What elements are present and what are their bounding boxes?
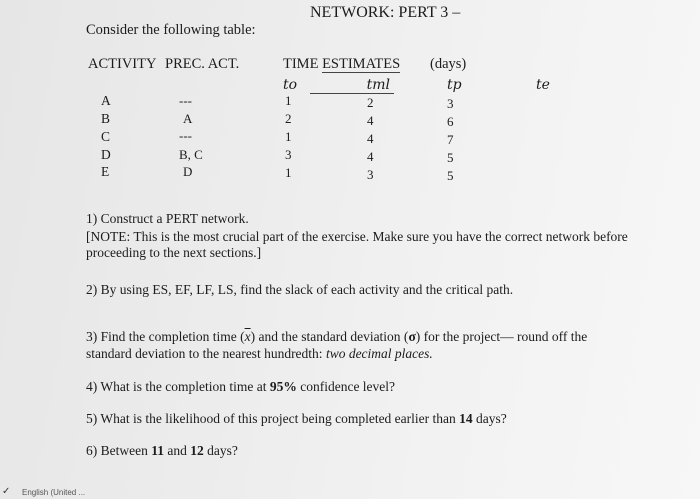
question-1: 1) Construct a PERT network. (86, 211, 249, 226)
q4-text-a: 4) What is the completion time at (86, 379, 270, 394)
row-d-tp: 5 (447, 150, 454, 165)
question-5 (86, 410, 507, 427)
row-a-tml: 2 (367, 95, 374, 110)
q5-text-a: 5) What is the likelihood of this project being completed earlier than (86, 411, 460, 426)
row-b-activity: B (101, 111, 111, 126)
question-1-note-line1: [NOTE: This is the most crucial part of the exercise. Make sure you have the correct network before (86, 229, 628, 244)
q6-text-mid: and (164, 443, 191, 458)
question-6 (86, 442, 238, 459)
row-e-tml: 3 (367, 167, 374, 182)
header-tml: tml (310, 77, 394, 94)
row-c-to: 1 (285, 129, 292, 144)
q3-text-c: ) for the project— round off the (415, 329, 588, 344)
row-c-prec: --- (179, 128, 192, 143)
row-a-prec: --- (179, 93, 192, 108)
q6-bold-1: 11 (151, 443, 164, 458)
row-e-activity: E (101, 164, 110, 179)
q3-x-bar: $\overline{x}$ (244, 329, 251, 344)
header-activity: ACTIVITY (88, 56, 157, 72)
header-to: to (283, 77, 298, 93)
header-estimates: ESTIMATES (322, 56, 401, 72)
question-3-line1 (86, 328, 587, 345)
header-time: TIME (283, 56, 319, 72)
header-time-estimates (283, 56, 400, 73)
q3-text-b: ) and the standard deviation ( (250, 329, 409, 344)
row-c-tp: 7 (447, 132, 454, 147)
question-4 (86, 378, 395, 395)
header-prec-act: PREC. ACT. (165, 56, 240, 72)
q6-text-b: days? (203, 443, 238, 458)
q6-bold-2: 12 (190, 443, 204, 458)
q3-line2-text: standard deviation to the nearest hundredth: (86, 346, 326, 361)
q4-bold: 95% (269, 379, 297, 394)
row-e-tp: 5 (447, 168, 454, 183)
page-title: NETWORK: PERT 3 – (310, 4, 461, 21)
question-2: 2) By using ES, EF, LF, LS, find the slack of each activity and the critical path. (86, 282, 514, 297)
row-b-tp: 6 (447, 114, 454, 129)
row-b-prec: A (183, 111, 193, 126)
row-e-to: 1 (285, 165, 292, 180)
q3-text-a: 3) Find the completion time ( (86, 329, 245, 344)
status-bar-language[interactable]: English (United ... (22, 488, 86, 497)
row-e-prec: D (183, 164, 193, 179)
row-a-to: 1 (285, 93, 292, 108)
row-d-prec: B, C (179, 147, 203, 162)
row-d-activity: D (101, 147, 111, 162)
header-unit: (days) (430, 56, 467, 72)
row-a-activity: A (101, 93, 111, 108)
row-b-tml: 4 (367, 113, 374, 128)
q3-italic: two decimal places. (325, 346, 433, 361)
question-3-line2 (86, 345, 433, 362)
intro-text: Consider the following table: (86, 22, 256, 38)
row-c-activity: C (101, 129, 111, 144)
q5-bold: 14 (459, 411, 473, 426)
row-d-tml: 4 (367, 149, 374, 164)
q4-text-b: confidence level? (296, 379, 396, 394)
question-1-note-line2: proceeding to the next sections.] (86, 245, 262, 260)
row-b-to: 2 (285, 111, 292, 126)
q5-text-b: days? (472, 411, 507, 426)
row-d-to: 3 (285, 147, 292, 162)
row-a-tp: 3 (447, 96, 454, 111)
header-te: te (536, 77, 550, 93)
q6-text-a: 6) Between (86, 443, 152, 458)
language-icon: ✓ (2, 486, 11, 497)
q3-sigma: σ (408, 329, 416, 344)
header-tp: tp (447, 77, 462, 93)
row-c-tml: 4 (367, 131, 374, 146)
